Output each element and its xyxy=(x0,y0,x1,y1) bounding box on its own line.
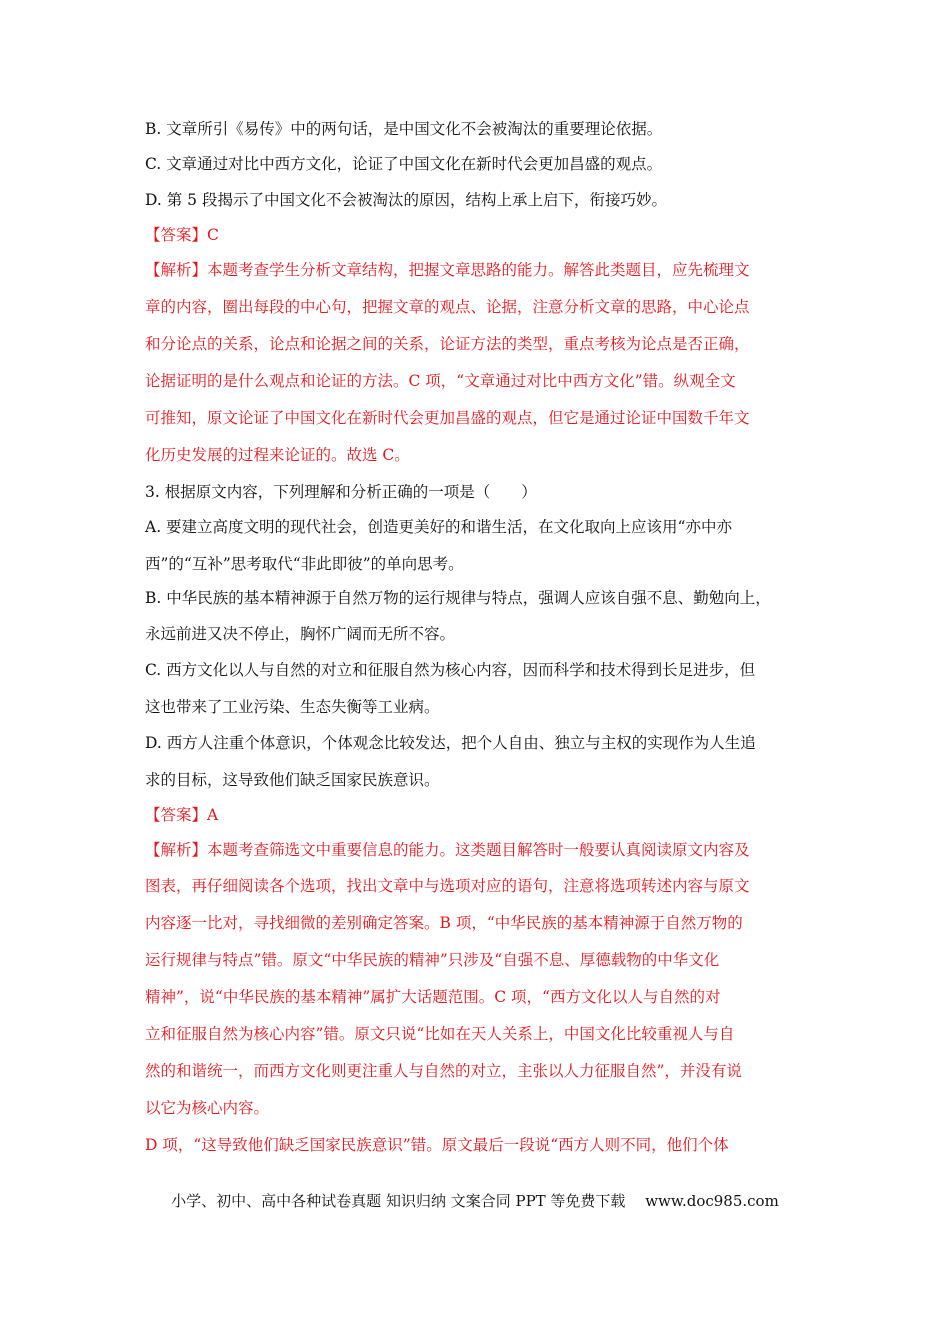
text-line: 然的和谐统一，而西方文化则更注重人与自然的对立，主张以人力征服自然”，并没有说 xyxy=(145,1062,742,1080)
text-line: 3. 根据原文内容，下列理解和分析正确的一项是（ ） xyxy=(145,483,537,501)
text-line: 【解析】本题考查学生分析文章结构，把握文章思路的能力。解答此类题目，应先梳理文 xyxy=(145,261,750,279)
text-line: 西”的“互补”思考取代“非此即彼”的单向思考。 xyxy=(145,555,464,573)
page-footer: 小学、初中、高中各种试卷真题 知识归纳 文案合同 PPT 等免费下载 www.doc985.com xyxy=(171,1192,779,1210)
text-line: 精神”，说“中华民族的基本精神”属扩大话题范围。C 项，“西方文化以人与自然的对 xyxy=(145,988,721,1006)
text-line: 运行规律与特点”错。原文“中华民族的精神”只涉及“自强不息、厚德载物的中华文化 xyxy=(145,951,720,969)
text-line: 立和征服自然为核心内容”错。原文只说“比如在天人关系上，中国文化比较重视人与自 xyxy=(145,1025,735,1043)
text-line: C. 西方文化以人与自然的对立和征服自然为核心内容，因而科学和技术得到长足进步，但 xyxy=(145,661,756,679)
text-line: 永远前进又决不停止，胸怀广阔而无所不容。 xyxy=(145,625,456,643)
text-line: D. 第 5 段揭示了中国文化不会被淘汰的原因，结构上承上启下，衔接巧妙。 xyxy=(145,191,667,209)
text-line: C. 文章通过对比中西方文化，论证了中国文化在新时代会更加昌盛的观点。 xyxy=(145,155,663,173)
text-line: 以它为核心内容。 xyxy=(145,1099,270,1117)
text-line: 图表，再仔细阅读各个选项，找出文章中与选项对应的语句，注意将选项转述内容与原文 xyxy=(145,877,750,895)
text-line: 内容逐一比对，寻找细微的差别确定答案。B 项，“中华民族的基本精神源于自然万物的 xyxy=(145,914,743,932)
text-line: 这也带来了工业污染、生态失衡等工业病。 xyxy=(145,698,440,716)
text-line: 可推知，原文论证了中国文化在新时代会更加昌盛的观点，但它是通过论证中国数千年文 xyxy=(145,409,750,427)
text-line: 【答案】C xyxy=(145,226,219,244)
text-line: D. 西方人注重个体意识，个体观念比较发达，把个人自由、独立与主权的实现作为人生追 xyxy=(145,734,756,752)
text-line: 【解析】本题考查筛选文中重要信息的能力。这类题目解答时一般要认真阅读原文内容及 xyxy=(145,841,750,859)
text-line: 【答案】A xyxy=(145,806,219,824)
text-line: A. 要建立高度文明的现代社会，创造更美好的和谐生活，在文化取向上应该用“亦中亦 xyxy=(145,518,732,536)
text-line: 求的目标，这导致他们缺乏国家民族意识。 xyxy=(145,771,440,789)
text-line: 化历史发展的过程来论证的。故选 C。 xyxy=(145,446,410,464)
text-line: 章的内容，圈出每段的中心句，把握文章的观点、论据，注意分析文章的思路，中心论点 xyxy=(145,298,750,316)
text-line: D 项，“这导致他们缺乏国家民族意识”错。原文最后一段说“西方人则不同，他们个体 xyxy=(145,1136,729,1154)
text-line: 和分论点的关系，论点和论据之间的关系，论证方法的类型，重点考核为论点是否正确， xyxy=(145,335,750,353)
text-line: B. 文章所引《易传》中的两句话，是中国文化不会被淘汰的重要理论依据。 xyxy=(145,120,663,138)
text-line: 论据证明的是什么观点和论证的方法。C 项，“文章通过对比中西方文化”错。纵观全文 xyxy=(145,372,736,390)
text-line: B. 中华民族的基本精神源于自然万物的运行规律与特点，强调人应该自强不息、勤勉向上， xyxy=(145,589,771,607)
